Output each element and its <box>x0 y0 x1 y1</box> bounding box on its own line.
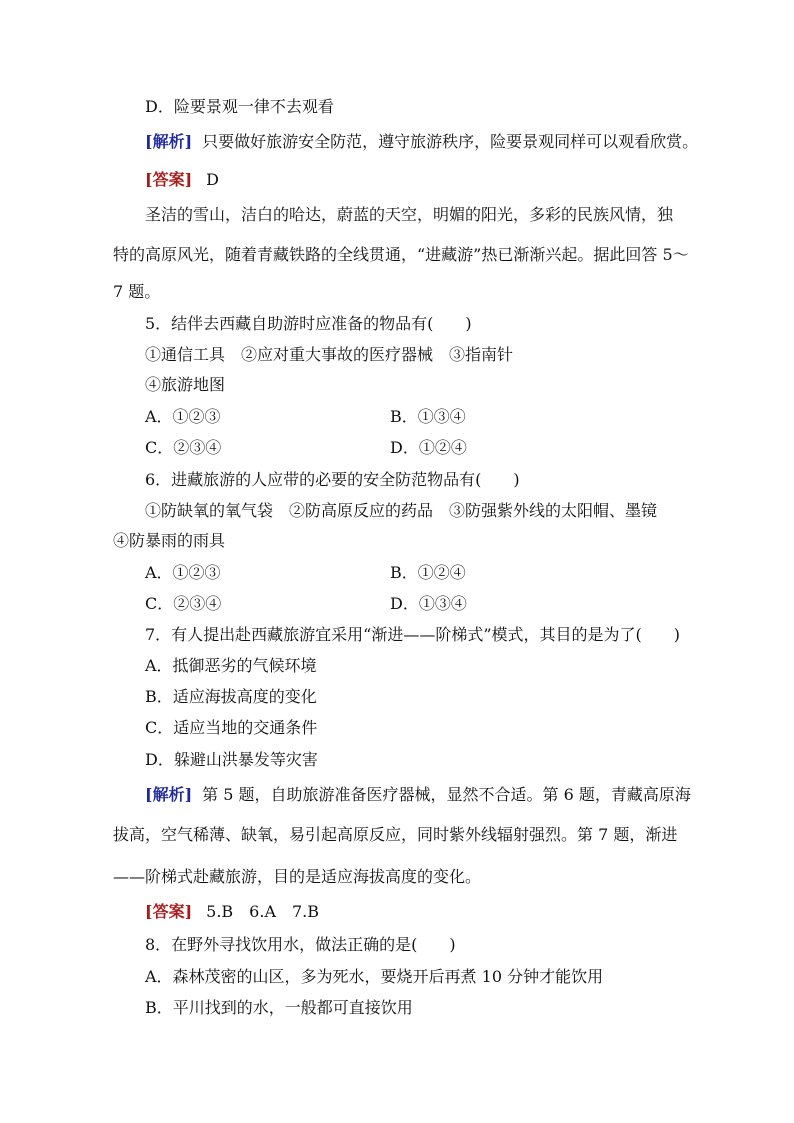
q4-option-d: D．险要景观一律不去观看 <box>145 97 334 116</box>
q6-stem: 6．进藏旅游的人应带的必要的安全防范物品有( ) <box>145 470 520 489</box>
q7-option-a: A．抵御恶劣的气候环境 <box>145 656 317 675</box>
analysis-text: ——阶梯式赴藏旅游，目的是适应海拔高度的变化。 <box>113 867 482 886</box>
answer-text: D <box>206 170 219 189</box>
q5-option-b: B．①③④ <box>390 407 466 426</box>
passage-line: 圣洁的雪山，洁白的哈达，蔚蓝的天空，明媚的阳光，多彩的民族风情，独 <box>145 205 674 224</box>
q6-option-b: B．①②④ <box>390 563 466 582</box>
q8-option-b: B．平川找到的水，一般都可直接饮用 <box>145 998 413 1017</box>
q6-option-c: C．②③④ <box>145 594 222 613</box>
q8-option-a: A．森林茂密的山区，多为死水，要烧开后再煮 10 分钟才能饮用 <box>145 967 604 986</box>
q5-items: ①通信工具 ②应对重大事故的医疗器械 ③指南针 <box>145 345 514 364</box>
q57-answer <box>145 902 319 922</box>
q6-option-d: D．①③④ <box>390 594 467 613</box>
analysis-text: 只要做好旅游安全防范，遵守旅游秩序，险要景观同样可以观看欣赏。 <box>202 132 699 151</box>
q7-option-d: D．躲避山洪暴发等灾害 <box>145 750 318 769</box>
q6-option-a: A．①②③ <box>145 563 221 582</box>
passage-line: 7 题。 <box>113 282 161 301</box>
q4-analysis <box>145 132 698 152</box>
analysis-text: 拔高，空气稀薄、缺氧，易引起高原反应，同时紫外线辐射强烈。第 7 题，渐进 <box>113 825 678 844</box>
q5-option-a: A．①②③ <box>145 407 221 426</box>
q8-stem: 8．在野外寻找饮用水，做法正确的是( ) <box>145 935 456 954</box>
q7-stem: 7．有人提出赴西藏旅游宜采用“渐进——阶梯式”模式，其目的是为了( ) <box>145 625 681 644</box>
analysis-text: 第 5 题，自助旅游准备医疗器械，显然不合适。第 6 题，青藏高原海 <box>202 785 691 804</box>
q5-items: ④旅游地图 <box>145 375 226 394</box>
q4-answer <box>145 170 219 190</box>
q7-option-c: C．适应当地的交通条件 <box>145 718 318 737</box>
q57-analysis <box>145 785 691 805</box>
analysis-label: [解析] <box>145 132 193 151</box>
q6-items: ①防缺氧的氧气袋 ②防高原反应的药品 ③防强紫外线的太阳帽、墨镜 <box>145 501 658 520</box>
q5-option-d: D．①②④ <box>390 438 467 457</box>
answer-label: [答案] <box>145 170 193 189</box>
answer-text: 5.B 6.A 7.B <box>206 902 320 921</box>
q6-items: ④防暴雨的雨具 <box>113 531 226 550</box>
passage-line: 特的高原风光，随着青藏铁路的全线贯通，“进藏游”热已渐渐兴起。据此回答 5～ <box>113 245 689 264</box>
q7-option-b: B．适应海拔高度的变化 <box>145 687 317 706</box>
analysis-label: [解析] <box>145 785 193 804</box>
q5-option-c: C．②③④ <box>145 438 222 457</box>
answer-label: [答案] <box>145 902 193 921</box>
q5-stem: 5．结伴去西藏自助游时应准备的物品有( ) <box>145 314 472 333</box>
